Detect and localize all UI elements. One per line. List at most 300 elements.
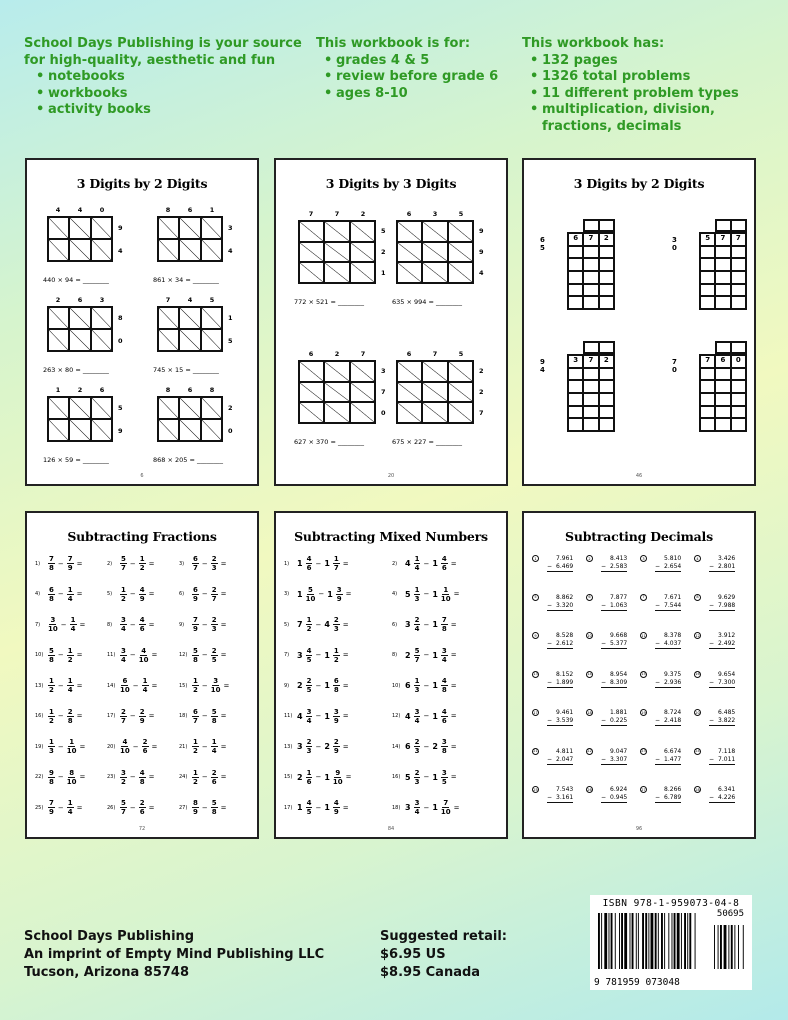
minus-sign: −	[709, 794, 715, 801]
addon-bar	[714, 925, 715, 969]
problem-number: 26)	[107, 804, 116, 811]
minus-sign: −	[655, 601, 661, 609]
problem-row	[532, 709, 748, 726]
work-cell	[568, 393, 583, 406]
fraction	[333, 647, 340, 664]
numerator: 8	[69, 768, 75, 777]
barcode-bar	[645, 913, 647, 969]
fraction	[192, 555, 199, 572]
lattice-digit: 5	[458, 350, 464, 358]
problem-equation: 627 × 370 = ________	[294, 438, 364, 446]
fraction-problem	[179, 677, 251, 694]
sample-page-subtracting-mixed-numbers	[274, 511, 508, 839]
barcode-bar	[601, 913, 602, 969]
subtrahend: 2.612	[556, 640, 574, 647]
problem-row	[532, 555, 748, 572]
work-cell	[599, 368, 614, 381]
problem-number: 26	[587, 787, 592, 792]
decimal-values	[655, 709, 681, 726]
subtrahend-row	[601, 640, 627, 649]
lattice-problem	[43, 386, 123, 464]
decimal-problem	[640, 748, 694, 765]
work-cell	[731, 271, 746, 284]
lattice-cell	[397, 361, 422, 382]
denominator: 4	[67, 808, 73, 816]
minus-sign: −	[423, 620, 430, 629]
whole-number: 6	[405, 681, 411, 690]
decimal-values	[709, 555, 735, 572]
fraction	[306, 555, 313, 572]
minus-sign: −	[655, 794, 661, 801]
fraction	[48, 647, 55, 664]
problem-number: 17)	[284, 804, 293, 811]
numerator: 7	[193, 616, 198, 624]
lattice-cell	[448, 242, 473, 263]
work-cell	[568, 418, 583, 431]
fraction	[211, 616, 218, 633]
lattice-side-digit: 7	[381, 388, 386, 396]
fraction	[142, 677, 149, 694]
lattice-cell	[324, 382, 349, 403]
whole-number: 1	[432, 681, 438, 690]
decimal-problem	[586, 671, 640, 688]
fraction-problem	[35, 769, 107, 786]
lattice-digit: 3	[432, 210, 438, 218]
subtrahend-row	[547, 794, 573, 803]
minus-sign: −	[201, 681, 208, 690]
barcode-bar	[689, 913, 691, 969]
denominator: 2	[121, 594, 126, 603]
fraction	[414, 708, 421, 725]
equals-sign: =	[220, 742, 227, 751]
equals-sign: =	[342, 559, 349, 568]
numerator: 3	[306, 707, 312, 716]
addon-bar	[734, 925, 735, 969]
decimal-values	[547, 671, 573, 688]
denominator: 2	[139, 564, 145, 572]
denominator: 8	[441, 747, 447, 755]
problem-number: 3	[640, 555, 647, 562]
lattice-problem	[153, 386, 233, 464]
denominator: 8	[49, 594, 54, 603]
equals-sign: =	[148, 620, 155, 629]
quotient-cell	[584, 342, 599, 353]
denominator: 8	[49, 564, 54, 572]
denominator: 9	[333, 716, 339, 725]
minuend: 7.543	[556, 786, 574, 793]
mixed-number-problem	[284, 799, 392, 816]
work-cell	[583, 393, 598, 406]
denominator: 4	[70, 625, 76, 633]
lattice-top-digits	[47, 206, 113, 216]
work-cell	[700, 271, 715, 284]
problem-row	[284, 799, 500, 816]
denominator: 6	[306, 564, 312, 572]
minus-sign: −	[201, 651, 208, 659]
problem-number: 8)	[392, 652, 398, 658]
decimal-values	[709, 786, 735, 803]
lattice-side-digit: 0	[381, 409, 386, 418]
decimal-values	[601, 555, 627, 572]
barcode-bar	[684, 913, 686, 969]
decimal-problem	[694, 709, 748, 726]
whole-number: 1	[297, 803, 303, 812]
intro-item: • notebooks	[36, 69, 302, 86]
minuend: 8.954	[610, 670, 628, 678]
minus-sign: −	[315, 681, 322, 690]
lattice-cell	[350, 221, 375, 242]
equals-sign: =	[220, 651, 227, 659]
minus-sign: −	[57, 742, 64, 751]
lattice-top-digits	[298, 210, 376, 220]
subtrahend-row	[547, 640, 573, 649]
lattice-problem	[294, 210, 386, 306]
subtrahend-row	[709, 640, 735, 649]
lattice-side-digit: 1	[228, 313, 233, 322]
decimal-values	[655, 594, 681, 611]
minuend: 9.375	[664, 670, 682, 678]
lattice-cell	[201, 307, 222, 329]
feature-item: • multiplication, division,	[530, 102, 739, 119]
fraction	[306, 769, 313, 786]
fraction-problem	[35, 708, 107, 725]
barcode-bar	[611, 913, 613, 969]
minus-sign: −	[547, 755, 553, 763]
numerator: 2	[306, 738, 312, 746]
denominator: 10	[440, 594, 451, 603]
decimal-problem	[694, 632, 748, 649]
denominator: 4	[142, 686, 148, 694]
barcode-bar	[672, 913, 673, 969]
feature-item: • 1326 total problems	[530, 69, 739, 86]
mixed-number-problem	[284, 677, 392, 694]
minus-sign: −	[201, 712, 208, 720]
denominator: 7	[121, 564, 126, 572]
minus-sign: −	[423, 742, 430, 751]
lattice-problem	[153, 206, 233, 284]
minus-sign: −	[129, 803, 136, 812]
lattice-cell	[69, 239, 90, 261]
work-cell	[715, 271, 730, 284]
subtrahend: 3.822	[718, 717, 736, 724]
denominator: 8	[441, 625, 447, 633]
numerator: 6	[193, 707, 198, 716]
work-cell	[568, 380, 583, 393]
retail-label: Suggested retail:	[380, 929, 507, 944]
problem-number: 13)	[284, 743, 293, 750]
work-cell	[715, 406, 730, 419]
denominator: 5	[441, 777, 447, 786]
lattice-cell	[48, 239, 69, 261]
work-cell	[700, 393, 715, 406]
decimal-problem	[586, 632, 640, 649]
lattice-side-digit: 5	[381, 226, 386, 235]
divisor: 9 4	[540, 358, 545, 374]
work-cell	[599, 258, 614, 271]
denominator: 4	[441, 655, 447, 664]
denominator: 3	[414, 747, 420, 755]
work-cell	[731, 258, 746, 271]
minus-sign: −	[315, 651, 322, 659]
denominator: 5	[306, 686, 312, 694]
lattice-cell	[158, 307, 179, 329]
subtrahend-row	[547, 679, 573, 688]
mixed-number-problem	[392, 647, 500, 664]
numerator: 1	[70, 616, 76, 624]
problem-number: 12)	[179, 652, 188, 658]
decimal-values	[547, 594, 573, 611]
whole-number: 4	[297, 711, 303, 721]
problem-number: 3)	[284, 591, 290, 597]
subtrahend: 7.544	[664, 601, 682, 609]
whole-number: 3	[297, 650, 303, 660]
denominator: 3	[414, 594, 420, 603]
lattice-cell	[91, 419, 112, 441]
lattice-digit: 6	[406, 350, 412, 358]
minuend: 7.961	[556, 555, 574, 562]
barcode-bars	[590, 911, 752, 973]
subtrahend-row	[655, 640, 681, 649]
numerator: 1	[67, 646, 73, 655]
lattice-cell	[422, 262, 447, 283]
problem-number: 2)	[392, 560, 398, 567]
whole-number: 3	[405, 803, 411, 812]
numerator: 7	[49, 799, 54, 807]
lattice-digit: 6	[77, 296, 83, 304]
numerator: 5	[193, 646, 198, 655]
subtrahend: 1.899	[556, 678, 574, 686]
equals-sign: =	[76, 803, 83, 812]
work-cell	[715, 368, 730, 381]
subtrahend: 3.320	[556, 601, 574, 609]
denominator: 4	[67, 594, 73, 603]
denominator: 6	[306, 777, 312, 786]
decimal-problem	[532, 709, 586, 726]
work-cell	[700, 380, 715, 393]
numerator: 5	[414, 646, 420, 655]
fraction-problem	[179, 555, 251, 572]
equals-sign: =	[342, 651, 349, 659]
features-list	[522, 36, 739, 135]
lattice-cell	[179, 307, 200, 329]
fraction	[192, 708, 199, 725]
barcode-bar	[615, 913, 616, 969]
decimal-problem	[694, 594, 748, 611]
problem-number: 18)	[179, 713, 188, 719]
numerator: 1	[139, 555, 145, 563]
whole-number: 2	[324, 742, 330, 751]
equals-sign: =	[450, 712, 457, 720]
problem-number: 5	[532, 594, 539, 601]
fraction	[192, 799, 199, 816]
fraction	[414, 586, 421, 603]
minus-sign: −	[601, 755, 607, 763]
whole-number: 4	[405, 711, 411, 721]
sample-page-lattice-3x2	[25, 158, 259, 486]
equals-sign: =	[76, 681, 83, 690]
equals-sign: =	[76, 590, 83, 598]
denominator: 10	[305, 594, 316, 603]
work-cell	[715, 296, 730, 309]
minus-sign: −	[423, 681, 430, 690]
denominator: 7	[414, 655, 420, 664]
fraction	[120, 647, 127, 664]
numerator: 5	[211, 799, 217, 807]
denominator: 9	[139, 594, 145, 603]
lattice-digit: 7	[165, 296, 171, 304]
fraction	[192, 769, 199, 786]
whole-number: 1	[324, 772, 330, 782]
mixed-number-problem	[284, 708, 392, 725]
work-cell	[568, 258, 583, 271]
problem-number: 14)	[107, 682, 116, 689]
lattice-grid	[47, 306, 113, 352]
denominator: 10	[66, 777, 77, 786]
problem-equation: 675 × 227 = ________	[392, 438, 462, 446]
minus-sign: −	[132, 742, 139, 751]
barcode-bar	[632, 913, 634, 969]
problem-number: 22	[587, 749, 592, 753]
lattice-cell	[397, 221, 422, 242]
fraction	[67, 586, 74, 603]
fraction	[211, 647, 218, 664]
work-cell	[599, 393, 614, 406]
minus-sign: −	[601, 640, 607, 647]
minus-sign: −	[315, 712, 322, 720]
fraction	[414, 769, 421, 786]
denominator: 7	[333, 564, 339, 572]
minus-sign: −	[129, 590, 136, 598]
minus-sign: −	[201, 773, 208, 781]
subtrahend: 3.307	[610, 755, 628, 763]
lattice-cell	[48, 217, 69, 239]
numerator: 1	[67, 677, 73, 685]
page-number: 46	[635, 473, 643, 479]
fraction	[333, 769, 343, 786]
fraction	[120, 677, 130, 694]
page-number: 72	[138, 826, 146, 832]
equals-sign: =	[76, 712, 83, 720]
problem-number: 7)	[35, 621, 41, 628]
audience-list	[316, 36, 498, 102]
page-title: Subtracting Mixed Numbers	[294, 529, 488, 544]
equals-sign: =	[450, 651, 457, 659]
denominator: 8	[211, 808, 217, 816]
subtrahend: 2.654	[664, 563, 682, 570]
lattice-cell	[397, 382, 422, 403]
barcode-bar	[664, 913, 665, 969]
denominator: 2	[49, 686, 54, 694]
lattice-cell	[422, 382, 447, 403]
problem-row	[35, 708, 251, 725]
problem-number: 15)	[179, 682, 188, 689]
subtrahend-row	[655, 602, 681, 611]
denominator: 6	[142, 747, 148, 755]
decimal-values	[709, 671, 735, 688]
lattice-cell	[179, 397, 200, 419]
subtrahend: 3.539	[556, 717, 574, 724]
minus-sign: −	[129, 651, 136, 659]
numerator: 1	[211, 738, 217, 746]
equals-sign: =	[450, 620, 457, 629]
denominator: 9	[67, 564, 73, 572]
decimal-values	[709, 632, 735, 649]
equals-sign: =	[342, 803, 349, 812]
minus-sign: −	[201, 590, 208, 598]
problem-row	[284, 555, 500, 572]
minus-sign: −	[423, 559, 430, 568]
denominator: 2	[193, 747, 198, 755]
problem-number: 18)	[392, 804, 401, 811]
lattice-top-digits	[157, 386, 223, 396]
equals-sign: =	[345, 590, 352, 598]
problem-equation: 868 × 205 = ________	[153, 456, 223, 464]
work-cell	[700, 246, 715, 259]
work-cell	[568, 368, 583, 381]
fraction	[192, 616, 199, 633]
subtrahend-row	[547, 717, 573, 726]
denominator: 6	[441, 564, 447, 572]
numerator: 4	[141, 646, 147, 655]
audience-item: • review before grade 6	[324, 69, 498, 86]
denominator: 4	[67, 686, 73, 694]
work-cell: 2	[599, 355, 614, 368]
denominator: 10	[120, 747, 130, 755]
denominator: 7	[193, 564, 198, 572]
subtrahend-row	[709, 563, 735, 572]
work-cell	[599, 284, 614, 297]
lattice-cell	[350, 242, 375, 263]
denominator: 4	[121, 625, 126, 633]
mixed-number-problem	[284, 647, 392, 664]
minuend: 9.461	[556, 709, 574, 716]
fraction	[139, 555, 146, 572]
problem-number: 23	[641, 749, 646, 753]
denominator: 8	[139, 777, 145, 786]
minus-sign: −	[315, 559, 322, 568]
problem-number: 1)	[35, 560, 41, 567]
equals-sign: =	[151, 651, 158, 659]
numerator: 3	[121, 768, 126, 777]
lattice-top-digits	[157, 296, 223, 306]
fraction	[67, 708, 74, 725]
publisher-address: Tucson, Arizona 85748	[24, 965, 189, 980]
fraction	[67, 738, 77, 755]
problem-number: 6)	[179, 591, 185, 597]
fraction	[48, 769, 55, 786]
lattice-side-digit: 4	[479, 269, 484, 278]
decimal-values	[601, 786, 627, 803]
price-us: $6.95 US	[380, 947, 446, 962]
problem-row	[35, 616, 251, 633]
denominator: 8	[441, 686, 447, 694]
decimal-values	[655, 632, 681, 649]
numerator: 2	[211, 555, 217, 563]
problem-number: 1	[532, 555, 539, 562]
equals-sign: =	[342, 620, 349, 629]
numerator: 1	[306, 616, 312, 624]
equals-sign: =	[450, 681, 457, 690]
lattice-digit: 7	[360, 350, 366, 358]
problem-number: 11)	[284, 713, 293, 719]
numerator: 2	[67, 707, 73, 716]
lattice-cell	[158, 419, 179, 441]
minus-sign: −	[547, 717, 553, 724]
fraction	[48, 555, 55, 572]
mixed-number-problem	[392, 799, 500, 816]
barcode-bar	[630, 913, 631, 969]
minuend: 8.378	[664, 632, 682, 639]
